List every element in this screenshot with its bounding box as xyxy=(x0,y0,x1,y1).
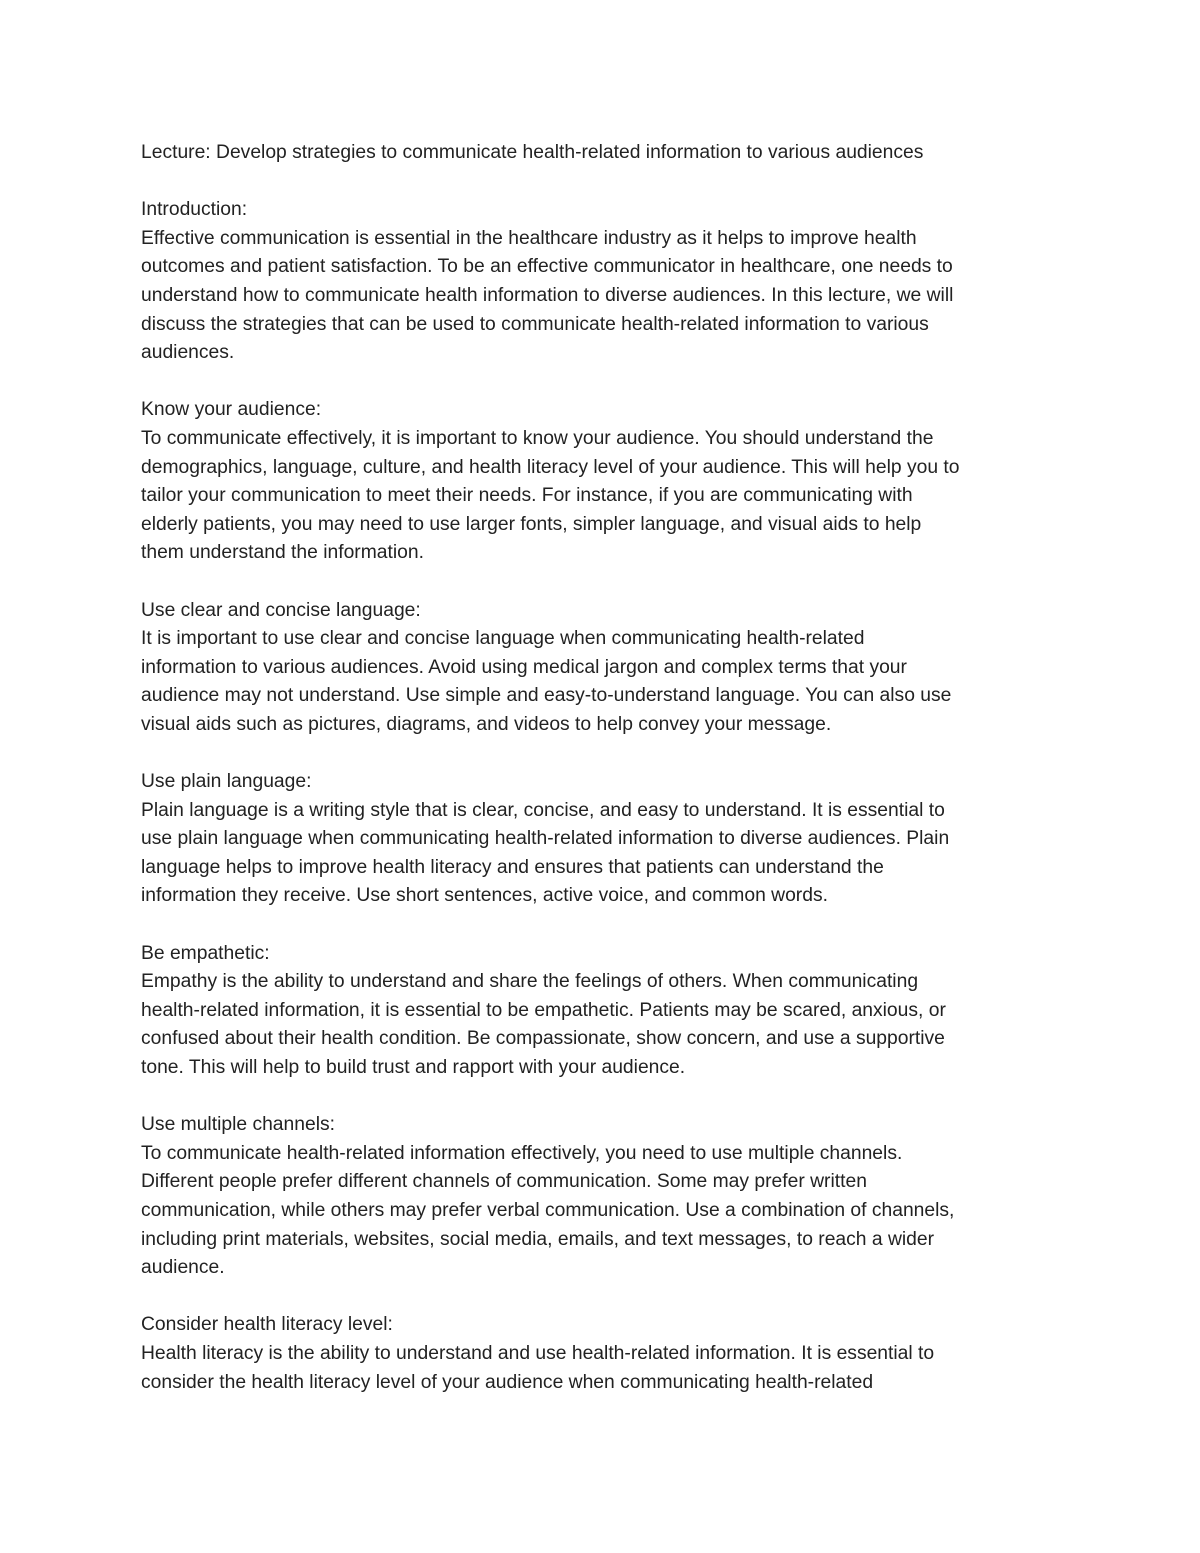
section-heading: Know your audience: xyxy=(141,399,322,421)
paragraph-line: visual aids such as pictures, diagrams, and videos to help convey your message. xyxy=(141,713,832,735)
paragraph-line: them understand the information. xyxy=(141,542,424,564)
paragraph-line: Health literacy is the ability to understand and use health-related information. It is essential to xyxy=(141,1342,935,1364)
paragraph-line: consider the health literacy level of your audience when communicating health-related xyxy=(141,1371,874,1393)
section-heading: Use clear and concise language: xyxy=(141,599,421,621)
paragraph-line: audience may not understand. Use simple and easy-to-understand language. You can also use xyxy=(141,685,952,707)
paragraph-line: Plain language is a writing style that is clear, concise, and easy to understand. It is essential to xyxy=(141,799,945,821)
section-plain-language xyxy=(141,768,1071,911)
paragraph-line: communication, while others may prefer verbal communication. Use a combination of channels, xyxy=(141,1199,955,1221)
spacer xyxy=(141,1083,1071,1112)
document-body xyxy=(141,139,1071,1397)
paragraph-line: Empathy is the ability to understand and share the feelings of others. When communicating xyxy=(141,971,919,993)
paragraph-line: including print materials, websites, social media, emails, and text messages, to reach a wider xyxy=(141,1228,935,1250)
paragraph-line: elderly patients, you may need to use larger fonts, simpler language, and visual aids to help xyxy=(141,513,922,535)
section-introduction xyxy=(141,196,1071,368)
paragraph-line: health-related information, it is essential to be empathetic. Patients may be scared, anxious, or xyxy=(141,999,946,1021)
paragraph-line: tailor your communication to meet their needs. For instance, if you are communicating with xyxy=(141,485,913,507)
section-heading: Use plain language: xyxy=(141,771,312,793)
paragraph-line: outcomes and patient satisfaction. To be an effective communicator in healthcare, one needs to xyxy=(141,256,953,278)
paragraph-line: To communicate effectively, it is important to know your audience. You should understand the xyxy=(141,427,934,449)
paragraph-line: Different people prefer different channels of communication. Some may prefer written xyxy=(141,1171,867,1193)
paragraph-line: language helps to improve health literacy and ensures that patients can understand the xyxy=(141,856,884,878)
paragraph-line: information they receive. Use short sentences, active voice, and common words. xyxy=(141,885,828,907)
section-multiple-channels xyxy=(141,1111,1071,1283)
paragraph-line: tone. This will help to build trust and rapport with your audience. xyxy=(141,1057,686,1078)
paragraph-line: confused about their health condition. Be compassionate, show concern, and use a supportive xyxy=(141,1028,945,1050)
spacer xyxy=(141,911,1071,940)
section-heading: Introduction: xyxy=(141,199,248,221)
section-heading: Consider health literacy level: xyxy=(141,1314,393,1336)
spacer xyxy=(141,1283,1071,1312)
section-clear-concise-language xyxy=(141,597,1071,740)
paragraph-line: audience. xyxy=(141,1257,225,1279)
spacer xyxy=(141,168,1071,197)
document-title: Lecture: Develop strategies to communicate health-related information to various audiences xyxy=(141,142,924,163)
paragraph-line: Effective communication is essential in the healthcare industry as it helps to improve health xyxy=(141,227,917,249)
paragraph-line: To communicate health-related information effectively, you need to use multiple channels. xyxy=(141,1142,903,1164)
section-be-empathetic xyxy=(141,940,1071,1083)
section-heading: Be empathetic: xyxy=(141,942,270,964)
spacer xyxy=(141,739,1071,768)
paragraph-line: understand how to communicate health information to diverse audiences. In this lecture, we will xyxy=(141,284,954,306)
paragraph-line: It is important to use clear and concise language when communicating health-related xyxy=(141,628,865,650)
paragraph-line: demographics, language, culture, and health literacy level of your audience. This will help you to xyxy=(141,456,960,478)
paragraph-line: information to various audiences. Avoid using medical jargon and complex terms that your xyxy=(141,656,907,678)
spacer xyxy=(141,368,1071,397)
section-heading: Use multiple channels: xyxy=(141,1114,335,1136)
paragraph-line: discuss the strategies that can be used to communicate health-related information to various xyxy=(141,313,929,335)
section-health-literacy xyxy=(141,1311,1071,1397)
paragraph-line: use plain language when communicating health-related information to diverse audiences. Plain xyxy=(141,828,950,850)
section-know-your-audience xyxy=(141,396,1071,568)
spacer xyxy=(141,568,1071,597)
paragraph-line: audiences. xyxy=(141,342,235,364)
